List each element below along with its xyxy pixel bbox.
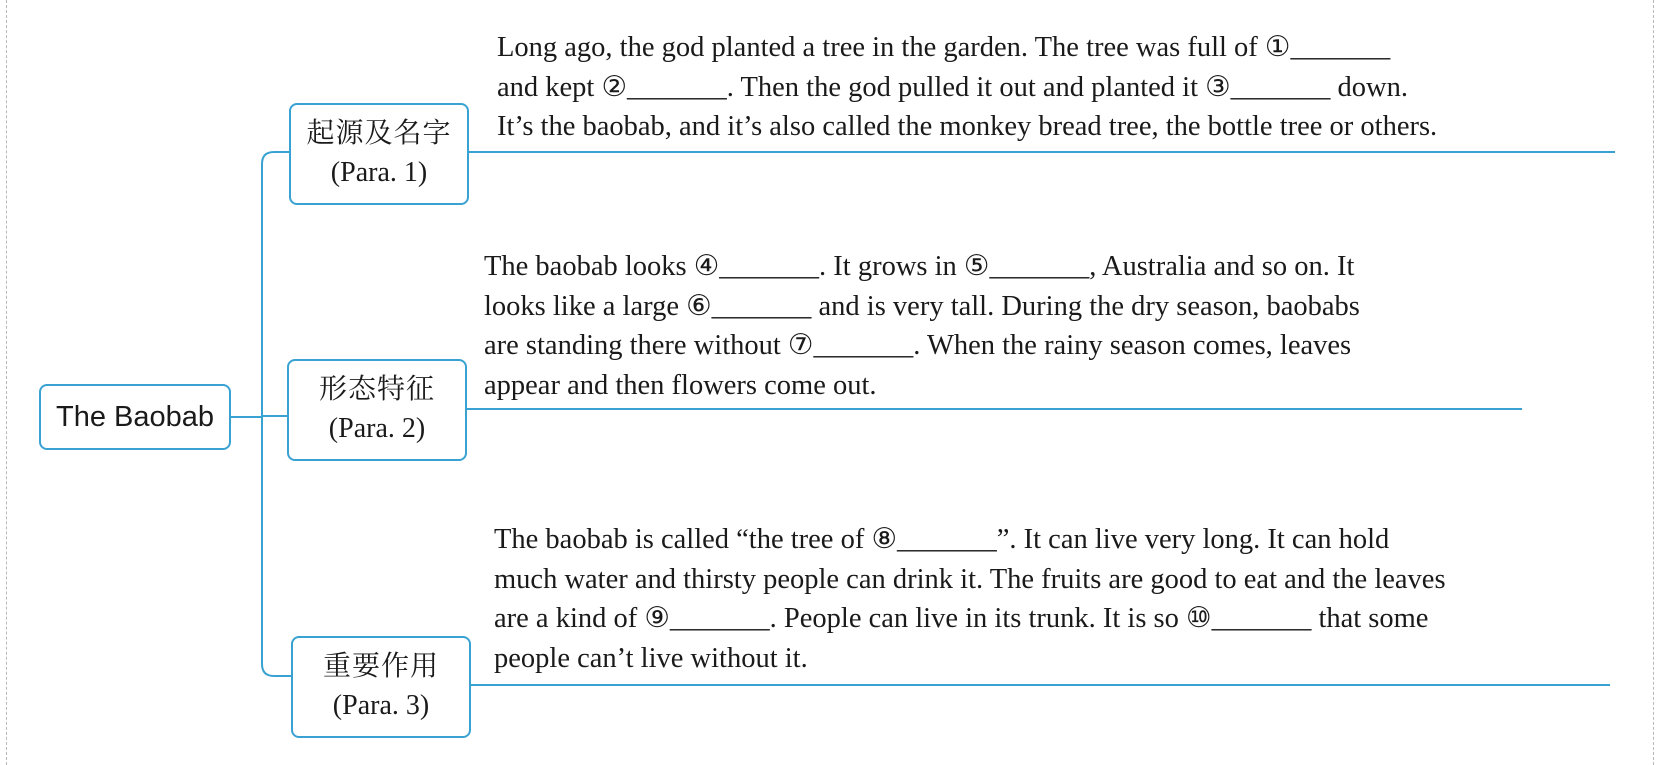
- text-line: are a kind of ⑨_______. People can live in its trunk. It is so ⑩_______ that some: [494, 603, 1429, 634]
- text-line: It’s the baobab, and it’s also called the monkey bread tree, the bottle tree or others.: [497, 111, 1438, 142]
- text-line: The baobab looks ④_______. It grows in ⑤_______, Australia and so on. It: [484, 251, 1355, 282]
- section-para-label: (Para. 3): [332, 690, 430, 721]
- section-text-para2: [484, 247, 1360, 405]
- root-label: The Baobab: [55, 401, 214, 433]
- section-para-label: (Para. 2): [328, 413, 426, 444]
- section-title: 重要作用: [322, 649, 439, 682]
- section-node-uses: [291, 636, 471, 738]
- section-title: 形态特征: [318, 372, 435, 405]
- section-text-para1: [497, 28, 1437, 147]
- text-line: The baobab is called “the tree of ⑧_______”. It can live very long. It can hold: [494, 524, 1390, 555]
- section-text-para3: [494, 520, 1446, 678]
- section-para-label: (Para. 1): [330, 157, 428, 188]
- text-line: appear and then flowers come out.: [484, 369, 877, 401]
- text-line: people can’t live without it.: [494, 642, 808, 674]
- text-line: looks like a large ⑥_______ and is very tall. During the dry season, baobabs: [484, 290, 1360, 322]
- text-line: and kept ②_______. Then the god pulled it out and planted it ③_______ down.: [497, 71, 1408, 103]
- section-title: 起源及名字: [306, 116, 452, 149]
- text-line: much water and thirsty people can drink it. The fruits are good to eat and the leaves: [494, 563, 1446, 595]
- section-node-origin: [289, 103, 469, 205]
- section-node-features: [287, 359, 467, 461]
- root-node: [39, 384, 231, 450]
- text-line: are standing there without ⑦_______. When the rainy season comes, leaves: [484, 330, 1352, 361]
- text-line: Long ago, the god planted a tree in the garden. The tree was full of ①_______: [497, 32, 1391, 63]
